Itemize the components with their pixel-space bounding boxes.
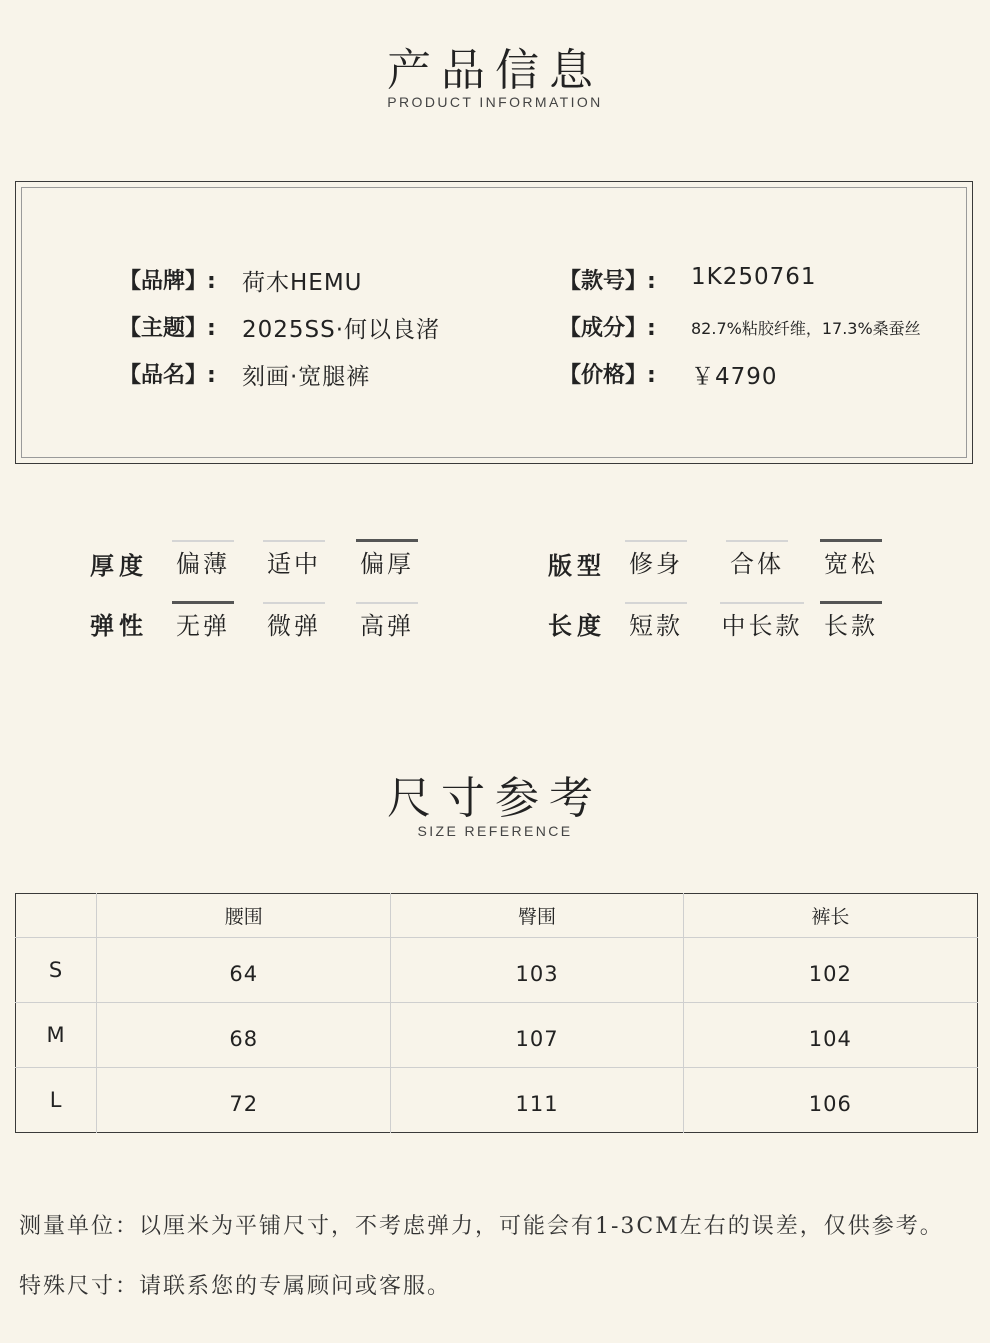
length-cell: 104 (683, 1003, 977, 1068)
price-label: 【价格】: (559, 363, 656, 388)
thickness-option-thick: 偏厚 (356, 539, 418, 579)
table-row (16, 1068, 978, 1133)
theme-label: 【主题】: (119, 316, 216, 341)
size-table-header-row (16, 894, 978, 938)
fit-option-regular: 合体 (726, 540, 788, 579)
elasticity-option-none: 无弹 (172, 601, 234, 641)
size-table-header-waist: 腰围 (97, 894, 391, 938)
size-reference-subtitle: SIZE REFERENCE (417, 823, 573, 839)
price-value: ￥4790 (691, 364, 778, 390)
brand-label: 【品牌】: (119, 269, 216, 294)
table-row (16, 1003, 978, 1068)
length-cell: 106 (683, 1068, 977, 1133)
length-cell: 102 (683, 938, 977, 1003)
elasticity-option-slight: 微弹 (263, 602, 325, 641)
length-label: 长度 (548, 612, 606, 640)
elasticity-label: 弹性 (90, 612, 148, 640)
product-info-subtitle: PRODUCT INFORMATION (387, 94, 603, 110)
product-info-title: 产品信息 (387, 45, 603, 96)
size-table-header-length: 裤长 (683, 894, 977, 938)
composition-value: 82.7%粘胶纤维，17.3%桑蚕丝 (691, 319, 921, 338)
table-row (16, 938, 978, 1003)
size-table (15, 893, 978, 1133)
fit-label: 版型 (548, 552, 606, 580)
length-option-short: 短款 (625, 602, 687, 641)
thickness-label: 厚度 (90, 552, 148, 580)
size-reference-title: 尺寸参考 (387, 773, 603, 824)
fit-option-slim: 修身 (625, 540, 687, 579)
composition-label: 【成分】: (559, 316, 656, 341)
hip-cell: 111 (391, 1068, 683, 1133)
hip-cell: 103 (391, 938, 683, 1003)
length-option-long: 长款 (820, 601, 882, 641)
size-cell: L (16, 1068, 97, 1133)
special-size-note: 特殊尺寸：请联系您的专属顾问或客服。 (19, 1274, 452, 1299)
thickness-option-thin: 偏薄 (172, 540, 234, 579)
size-table-header-hip: 臀围 (391, 894, 683, 938)
product-name-value: 刻画·宽腿裤 (242, 364, 371, 390)
elasticity-option-high: 高弹 (356, 602, 418, 641)
size-cell: M (16, 1003, 97, 1068)
waist-cell: 68 (97, 1003, 391, 1068)
style-number-label: 【款号】: (559, 269, 656, 294)
waist-cell: 72 (97, 1068, 391, 1133)
fit-option-loose: 宽松 (820, 539, 882, 579)
size-cell: S (16, 938, 97, 1003)
theme-value: 2025SS·何以良渚 (242, 317, 441, 343)
size-table-header-blank (16, 894, 97, 938)
waist-cell: 64 (97, 938, 391, 1003)
style-number-value: 1K250761 (691, 264, 817, 290)
measurement-unit-note: 测量单位：以厘米为平铺尺寸，不考虑弹力，可能会有1-3CM左右的误差，仅供参考。 (19, 1214, 944, 1239)
thickness-option-medium: 适中 (263, 540, 325, 579)
hip-cell: 107 (391, 1003, 683, 1068)
product-name-label: 【品名】: (119, 363, 216, 388)
brand-value: 荷木HEMU (242, 270, 363, 296)
length-option-mid: 中长款 (720, 602, 804, 641)
product-info-box (15, 181, 973, 464)
